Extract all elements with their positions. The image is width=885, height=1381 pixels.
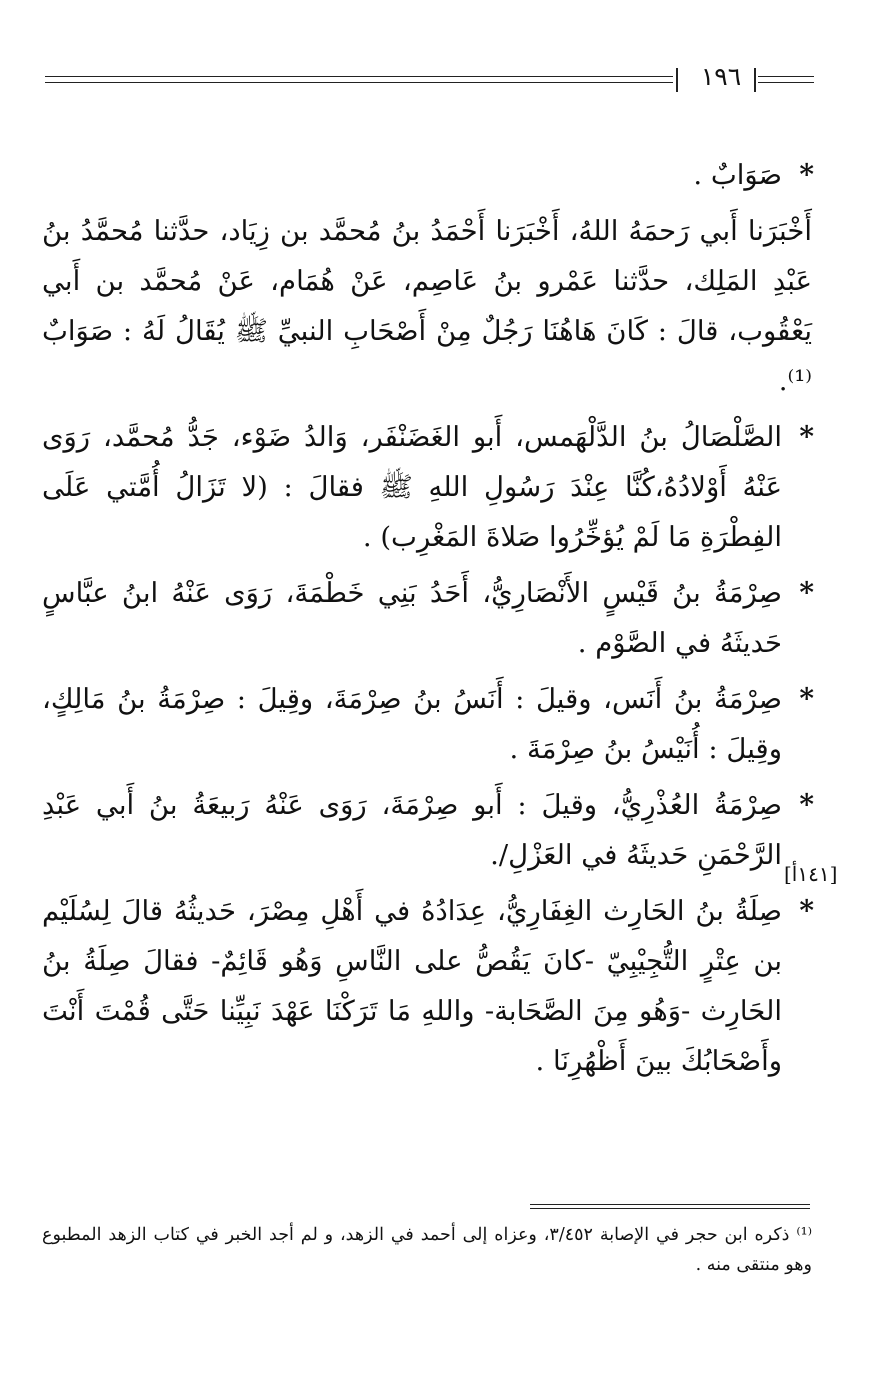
entry-bullet: * [799,576,814,609]
footnote: ⁽¹⁾ ذكره ابن حجر في الإصابة ٣/٤٥٢، وعزاه إلى أحمد في الزهد، و لم أجد الخبر في كتاب الزهد المطبوع وهو منتقى منه . [42,1225,812,1275]
page-number: ١٩٦ [700,62,742,91]
header-rule-left [45,76,673,83]
entry-bullet: * [799,788,814,821]
manuscript-folio-note: [١٤١أ] [784,862,838,886]
page-header [40,64,815,98]
entry-text: صَوَابٌ . [693,159,782,191]
entry-text: صِرْمَةُ العُذْرِيُّ، وقيلَ : أَبو صِرْمَةَ، رَوَى عَنْهُ رَبيعَةُ بنُ أَبي عَبْدِ الرَّحْمَنِ حَديثَهُ في العَزْلِ/. [42,789,782,871]
main-text [42,150,812,1092]
header-divider-left [676,68,678,92]
footnote-rule [530,1204,810,1209]
entry-text: صِرْمَةُ بنُ قَيْسٍ الأَنْصَارِيُّ، أَحَدُ بَنِي خَطْمَةَ، رَوَى عَنْهُ ابنُ عبَّاسٍ حَديثَهُ في الصَّوْم . [42,577,782,659]
entry-salsal [42,412,812,562]
entry-bullet: * [799,682,814,715]
header-rule-right [758,76,814,83]
entry-text: صِرْمَةُ بنُ أَنَس، وقيلَ : أَنَسُ بنُ صِرْمَةَ، وقِيلَ : صِرْمَةُ بنُ مَالِكٍ، وقِيلَ : أُنَيْسُ بنُ صِرْمَةَ . [42,683,782,765]
entry-sirma-qays [42,568,812,668]
entry-text: صِلَةُ بنُ الحَارِث الغِفَارِيُّ، عِدَادُهُ في أَهْلِ مِصْرَ، حَديثُهُ قالَ لِسُلَيْم بن عِتْرٍ التُّجِيْبِيّ -كانَ يَقُصُّ على النَّاسِ وَهُو قَائِمٌ- فقالَ صِلَةُ بنُ الحَارِث -وَهُو مِنَ الصَّحَابة- واللهِ مَا تَرَكْنَا عَهْدَ نَبِيِّنا حَتَّى قُمْتَ أَنْتَ وأَصْحَابُكَ بينَ أَظْهُرِنَا . [42,895,782,1077]
header-divider-right [754,68,756,92]
entry-text: الصَّلْصَالُ بنُ الدَّلْهَمس، أَبو الغَضَنْفَر، وَالدُ ضَوْء، جَدُّ مُحمَّد، رَوَى عَنْهُ أَوْلادُهُ،كُنَّا عِنْدَ رَسُولِ اللهِ ﷺ فقالَ : (لا تَزَالُ أُمَّتي عَلَى الفِطْرَةِ مَا لَمْ يُؤخِّرُوا صَلاةَ المَغْرِب) . [42,421,782,553]
entry-sawab [42,150,812,200]
entry-sila-harith [42,886,812,1086]
entry-bullet: * [799,420,814,453]
entry-bullet: * [799,894,814,927]
paragraph-hadith-sawab: أَخْبَرَنا أَبي رَحمَهُ اللهُ، أَخْبَرَنا أَحْمَدُ بنُ مُحمَّد بن زِيَاد، حدَّثنا مُحمَّدُ بنُ عَبْدِ المَلِك، حدَّثنا عَمْرو بنُ عَاصِم، عَنْ هُمَام، عَنْ مُحمَّد بن أَبي يَعْقُوب، قالَ : كَانَ هَاهُنَا رَجُلٌ مِنْ أَصْحَابِ النبيِّ ﷺ يُقَالُ لَهُ : صَوَابٌ ⁽¹⁾. [42,215,812,397]
entry-bullet: * [799,158,814,191]
entry-sirma-anas [42,674,812,774]
entry-sirma-udhri [42,780,812,880]
